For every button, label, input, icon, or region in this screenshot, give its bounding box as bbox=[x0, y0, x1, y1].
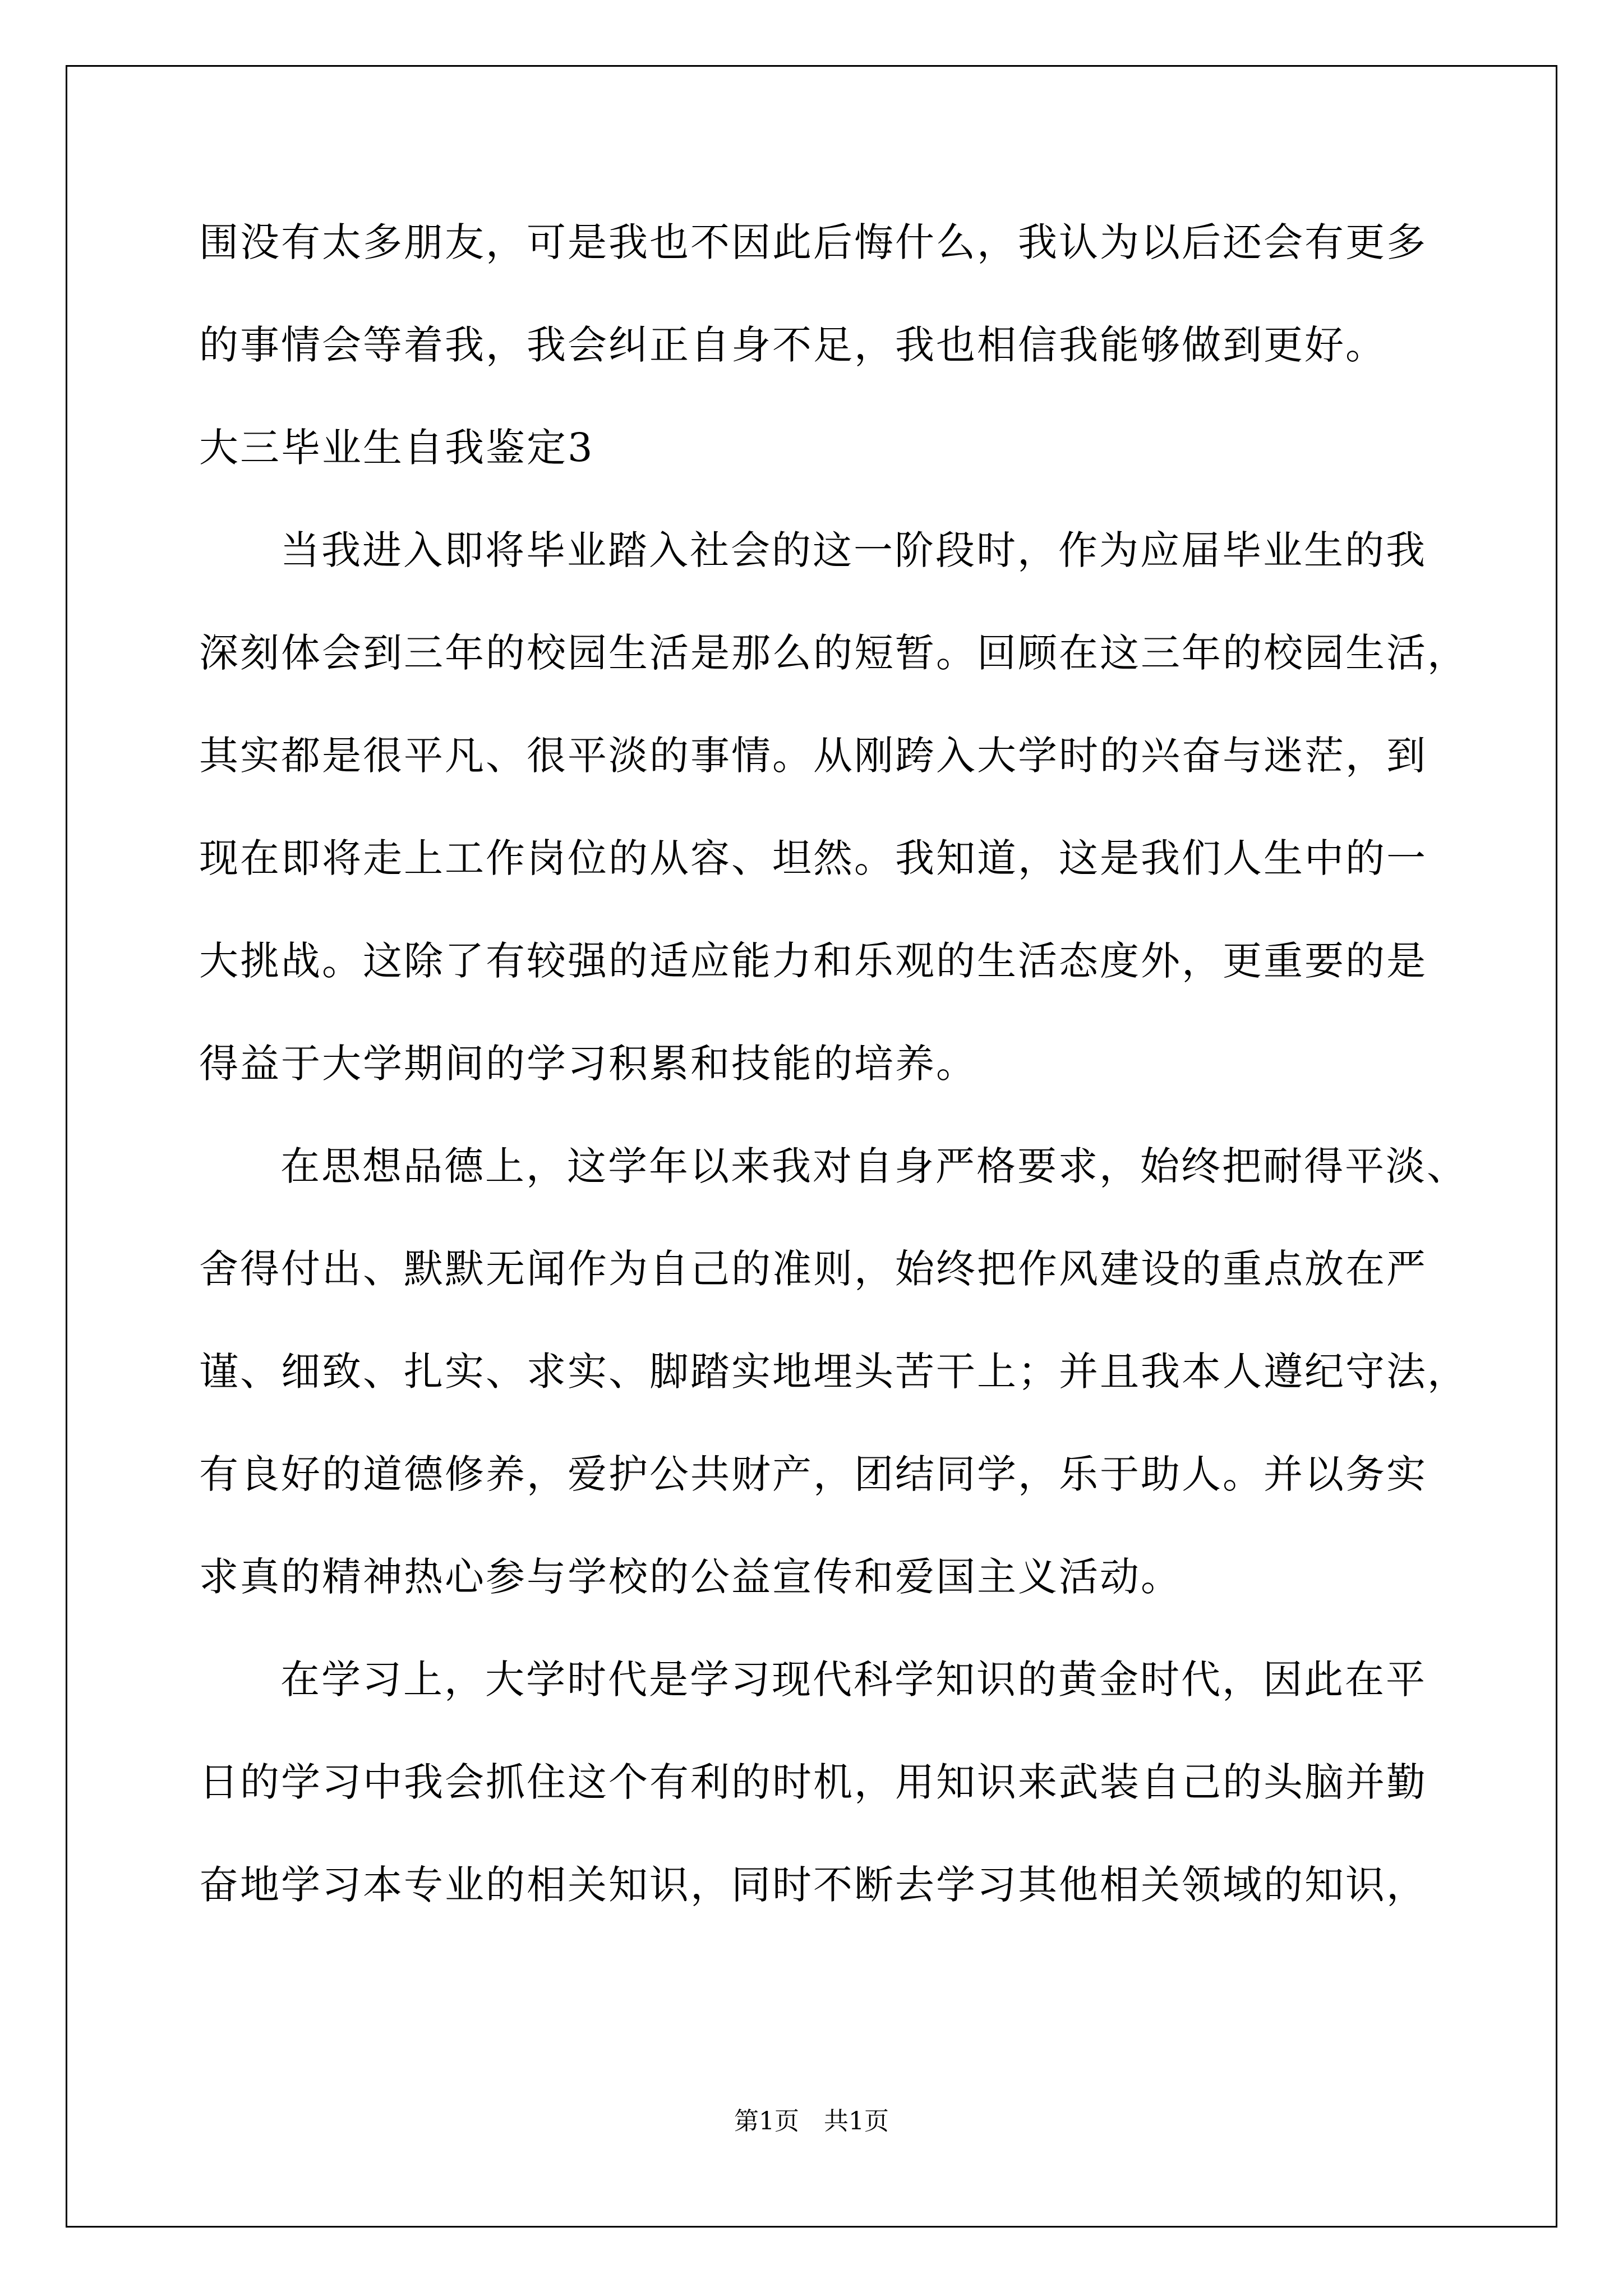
body-line: 得益于大学期间的学习积累和技能的培养。 bbox=[199, 1041, 977, 1087]
section-heading: 大三毕业生自我鉴定3 bbox=[199, 425, 594, 471]
body-line: 谨、细致、扎实、求实、脚踏实地埋头苦干上；并且我本人遵纪守法， bbox=[199, 1349, 1468, 1395]
body-line: 日的学习中我会抓住这个有利的时机，用知识来武装自己的头脑并勤 bbox=[199, 1759, 1427, 1805]
body-line: 围没有太多朋友，可是我也不因此后悔什么，我认为以后还会有更多 bbox=[199, 219, 1427, 265]
body-line: 舍得付出、默默无闻作为自己的准则，始终把作风建设的重点放在严 bbox=[199, 1246, 1427, 1292]
body-line: 大挑战。这除了有较强的适应能力和乐观的生活态度外，更重要的是 bbox=[199, 938, 1427, 984]
body-line: 现在即将走上工作岗位的从容、坦然。我知道，这是我们人生中的一 bbox=[199, 835, 1427, 881]
body-line: 其实都是很平凡、很平淡的事情。从刚跨入大学时的兴奋与迷茫，到 bbox=[199, 733, 1427, 779]
body-line: 有良好的道德修养，爱护公共财产，团结同学，乐于助人。并以务实 bbox=[199, 1451, 1427, 1497]
body-line: 当我进入即将毕业踏入社会的这一阶段时，作为应届毕业生的我 bbox=[280, 527, 1427, 573]
page-footer bbox=[0, 2105, 1623, 2138]
body-line: 在思想品德上，这学年以来我对自身严格要求，始终把耐得平淡、 bbox=[280, 1143, 1468, 1189]
body-line: 奋地学习本专业的相关知识，同时不断去学习其他相关领域的知识， bbox=[199, 1862, 1427, 1908]
body-line: 深刻体会到三年的校园生活是那么的短暂。回顾在这三年的校园生活， bbox=[199, 630, 1468, 676]
page-number: 第1页 bbox=[734, 2107, 799, 2136]
body-line: 在学习上，大学时代是学习现代科学知识的黄金时代，因此在平 bbox=[280, 1657, 1427, 1703]
body-line: 的事情会等着我，我会纠正自身不足，我也相信我能够做到更好。 bbox=[199, 322, 1386, 368]
page-total: 共1页 bbox=[824, 2107, 889, 2136]
body-line: 求真的精神热心参与学校的公益宣传和爱国主义活动。 bbox=[199, 1554, 1182, 1600]
